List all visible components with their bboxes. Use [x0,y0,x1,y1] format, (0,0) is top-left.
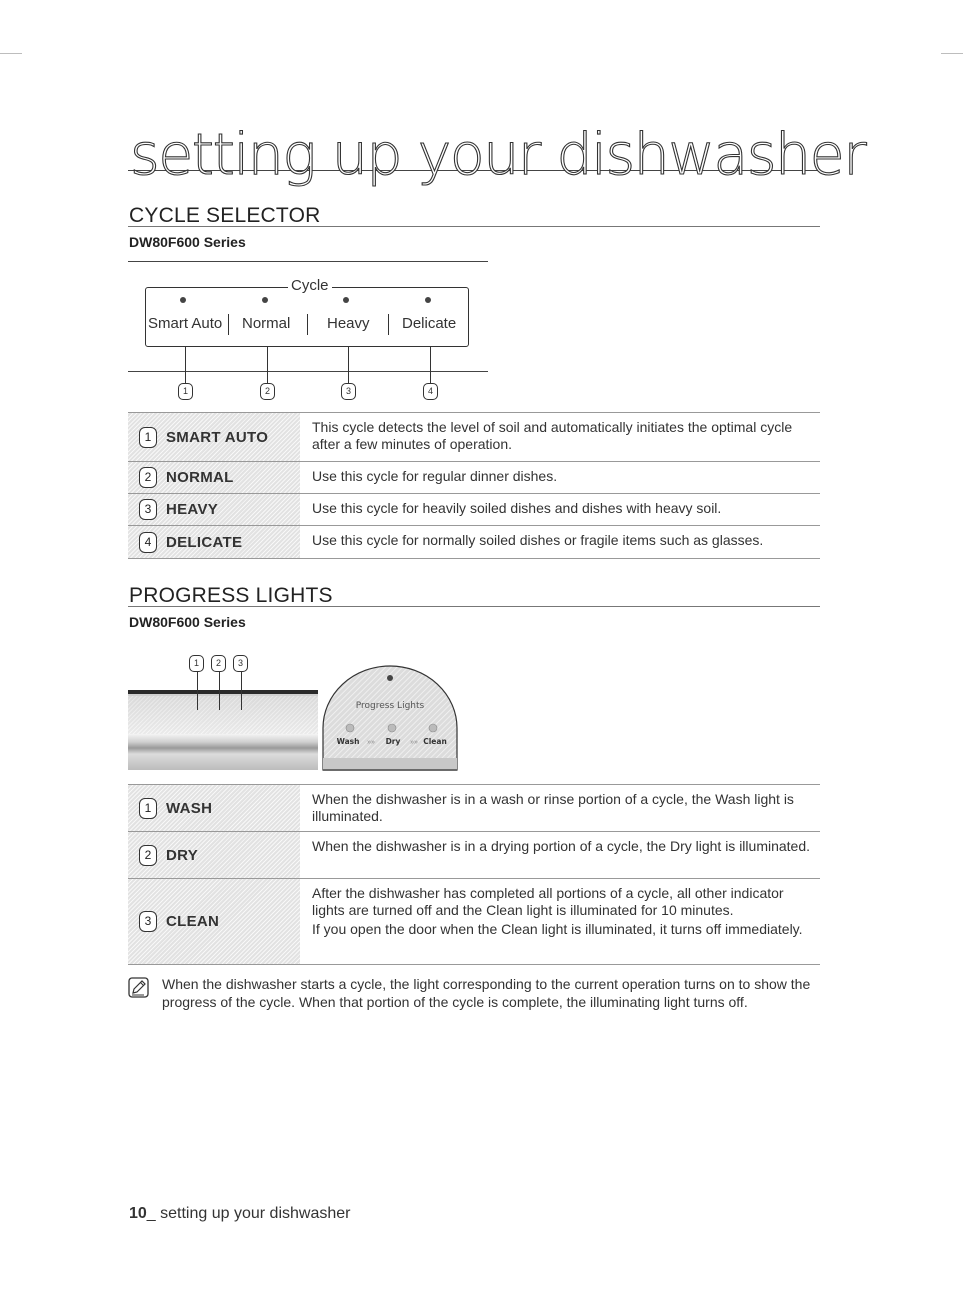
badge-title: Progress Lights [355,701,425,711]
cycle-button-delicate: Delicate [402,315,457,332]
footer-text: _ setting up your dishwasher [146,1205,351,1222]
cycle-button-heavy: Heavy [327,315,370,332]
row-label-cell [128,879,300,964]
callout-number: 2 [260,383,275,400]
row-description-text: This cycle detects the level of soil and automatically initiates the optimal cycle after a few minutes of operation. [312,419,793,452]
callout-number: 3 [233,655,248,672]
progress-series-label: DW80F600 Series [129,614,246,630]
badge-label-clean: Clean [423,737,447,746]
diagram-top-rule [128,261,488,262]
row-description [300,526,820,558]
progress-lights-heading [128,582,820,607]
indicator-light [425,297,431,303]
row-label-cell [128,785,300,831]
panel-separator [388,314,389,335]
row-number: 3 [139,499,157,520]
table-row [128,526,820,559]
page-footer [129,1205,350,1223]
callout-line [267,347,268,383]
progress-table [128,784,820,965]
callout-line [219,672,220,710]
table-row [128,832,820,879]
diagram-bottom-rule [128,371,488,372]
row-name: DRY [166,846,199,864]
row-label-cell [128,462,300,493]
indicator-light [262,297,268,303]
row-name: HEAVY [166,501,219,518]
table-row [128,413,820,462]
callout-line [197,672,198,710]
progress-lights-magnifier [315,658,465,778]
row-number: 2 [139,845,157,866]
table-row [128,879,820,965]
crop-mark-right [941,53,963,54]
row-description [300,832,820,878]
progress-lights-heading-text: PROGRESS LIGHTS [129,584,333,607]
page-title-text: setting up your dishwasher [130,122,866,188]
table-row [128,462,820,494]
note-text: When the dishwasher starts a cycle, the light corresponding to the current operation turns on to show the progress of the cycle. When that portion of the cycle is complete, the illuminating light turns off. [162,976,811,1010]
cycle-button-normal: Normal [242,315,291,332]
row-label-cell [128,494,300,525]
callout-line [348,347,349,383]
row-number: 3 [139,911,157,932]
arrow-glyph: »» [410,739,418,746]
row-label-cell [128,832,300,878]
callout-number: 1 [189,655,204,672]
row-name: NORMAL [166,469,234,486]
page-title [128,118,866,188]
badge-label-wash: Wash [336,737,360,746]
row-description [300,785,820,831]
cycle-selector-heading [128,202,820,227]
row-description [300,462,820,493]
row-description-text: Use this cycle for normally soiled dishes or fragile items such as glasses. [312,532,764,548]
row-name: CLEAN [166,913,220,930]
indicator-light [343,297,349,303]
row-description-text: If you open the door when the Clean light is illuminated, it turns off immediately. [312,921,803,937]
cycle-panel-title: Cycle [288,277,332,294]
row-name: SMART AUTO [166,428,269,446]
note-pencil-icon [128,977,150,999]
callout-line [185,347,186,383]
row-description-text: When the dishwasher is in a wash or rinse portion of a cycle, the Wash light is illuminated. [312,791,794,824]
cycle-table [128,412,820,559]
page-number: 10 [129,1205,147,1222]
arrow-glyph: »» [367,739,375,746]
row-label-cell [128,526,300,558]
row-description [300,413,820,461]
row-name: DELICATE [166,533,243,551]
row-description-text: After the dishwasher has completed all portions of a cycle, all other indicator lights are turned off and the Clean light is illuminated for 10 minutes. [312,885,784,918]
row-description [300,879,820,964]
row-number: 1 [139,798,157,819]
row-number: 1 [139,427,157,448]
row-description-text: Use this cycle for regular dinner dishes. [312,468,558,484]
row-label-cell [128,413,300,461]
row-name: WASH [166,799,213,817]
cycle-series-label: DW80F600 Series [129,234,246,250]
callout-number: 1 [178,383,193,400]
row-description-text: Use this cycle for heavily soiled dishes and dishes with heavy soil. [312,500,722,516]
table-row [128,785,820,832]
callout-number: 2 [211,655,226,672]
indicator-light [180,297,186,303]
badge-label-dry: Dry [385,737,401,746]
panel-separator [228,314,229,335]
callout-line [241,672,242,710]
row-description-text: When the dishwasher is in a drying portion of a cycle, the Dry light is illuminated. [312,838,811,854]
panel-separator [307,314,308,335]
table-row [128,494,820,526]
row-number: 4 [139,532,157,553]
crop-mark-left [0,53,22,54]
row-description [300,494,820,525]
cycle-selector-heading-text: CYCLE SELECTOR [129,204,321,227]
cycle-button-smart-auto: Smart Auto [148,315,223,332]
door-strip-hatch [128,696,318,734]
callout-line [430,347,431,383]
row-number: 2 [139,467,157,488]
callout-number: 4 [423,383,438,400]
callout-number: 3 [341,383,356,400]
